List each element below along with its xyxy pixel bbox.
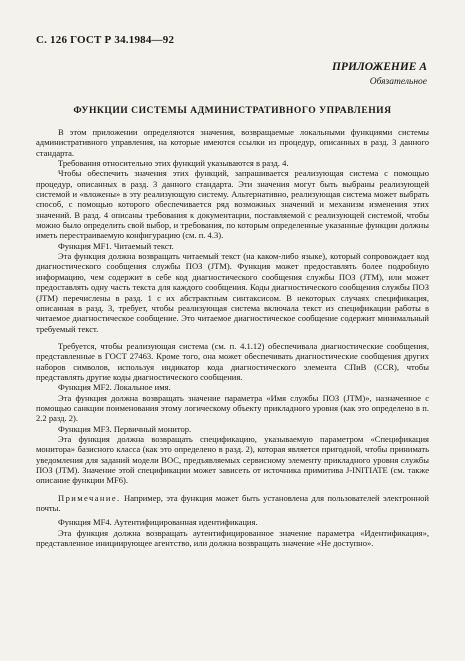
body-text [36,127,429,548]
section-title: ФУНКЦИИ СИСТЕМЫ АДМИНИСТРАТИВНОГО УПРАВЛЕНИЯ [73,105,392,116]
paragraph-implementation: Чтобы обеспечить значения этих функций, запрашивается реализующая система с помощью процедур, описанных в разд. 3 данного стандарта. Эти значения могут быть выбраны реализующей системой и «вложены» в эту реализующую систему. Альтернативно, реализующая система может выбрать способ, с помощью которого обеспечивается ряд возможных значений и механизм изменения этих значений. В разд. 4 описаны требования к документации, поставляемой с реализующей системой, чтобы можно было определить свой выбор, и требования, по которым определенные указанные функции должны иметь перестраиваемую конфигурацию (см. п. 4.3). [36,168,429,241]
appendix-title: ПРИЛОЖЕНИЕ А [331,61,427,73]
paragraph-mf4-heading: Функция MF4. Аутентифицированная идентификация. [58,517,258,528]
paragraph-requirements: Требования относительно этих функций указываются в разд. 4. [58,158,289,169]
paragraph-mf1-heading: Функция MF1. Читаемый текст. [58,240,174,251]
paragraph-note [36,493,429,514]
appendix-label [332,61,427,87]
paragraph-intro: В этом приложении определяются значения, возвращаемые локальными функциями системы административного управления, на которые имеются ссылки из процедур, описанных в разд. 3 данного стандарта. [36,127,429,158]
paragraph-mf2-text: Эта функция должна возвращать значение параметра «Имя службы ПОЗ (JTM)», назначенное с помощью санкции поименования этому логическому объекту прикладного уровня (как это определено в п. 2.2 разд. 2). [36,392,429,424]
paragraph-mf3-heading: Функция MF3. Первичный монитор. [58,423,192,434]
paragraph-mf2-heading: Функция MF2. Локальное имя. [58,382,171,393]
note-text: Например, эта функция может быть установлена для пользователей электронной почты. [36,492,429,514]
paragraph-mf1-text: Эта функция должна возвращать читаемый текст (на каком-либо языке), который сопровождает код диагностического сообщения службы ПОЗ (JTM). Функция может предоставлять более подробную информацию, чем содержит в себе код диагностического сообщения службы ПОЗ (JTM), или может предоставлять одну часть текста для каждого сообщения. Коды диагностического сообщения службы ПОЗ (JTM) перечислены в разд. 1 с их абстрактным синтаксисом. В некоторых случаях спецификация, описанная в разд. 3, требует, чтобы реализующая система включала текст из спецификации работы в читаемое диагностическое сообщение. Это читаемое диагностическое сообщение содержит минимальный требуемый текст. [36,251,429,334]
paragraph-mf4-text: Эта функция должна возвращать аутентифицированное значение параметра «Идентификация», представленное инициирующее агентство, или должна возвращать значение «Не доступно». [36,527,429,549]
paragraph-mf3-text: Эта функция должна возвращать спецификацию, указываемую параметром «Спецификация монитора» базисного класса (как это определено в разд. 2), которая является пригодной, чтобы принимать уведомления для заданий модели ВОС, предъявляемых сервисному элементу прикладного уровня службы ПОЗ (JTM). Значение этой спецификации может зависеть от источника примитива J-INITIATE (см. также описание функции MF6). [36,433,429,486]
appendix-subtitle: Обязательное [369,77,427,87]
running-head: С. 126 ГОСТ Р 34.1984—92 [36,34,175,46]
paragraph-diagnostics: Требуется, чтобы реализующая система (см. п. 4.1.12) обеспечивала диагностические сообщения, представленные в ГОСТ 27463. Кроме того, она может обеспечивать диагностические сообщения других наборов символов, используя индикатор кода диагностического элемента СПиВ (CCR), чтобы представлять другие коды диагностического сообщения. [36,340,429,382]
note-label: Примечание. [58,492,121,503]
